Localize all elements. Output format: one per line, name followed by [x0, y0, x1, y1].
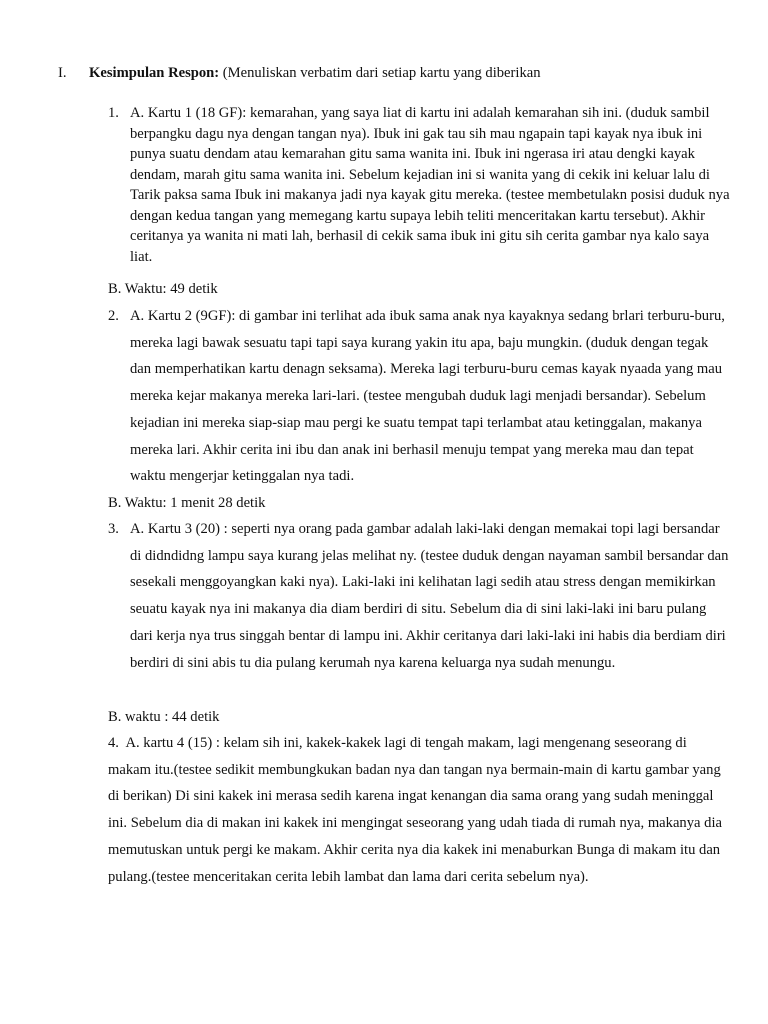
item-3-time: B. waktu : 44 detik	[108, 709, 220, 725]
item-1-number: 1.	[108, 105, 119, 121]
section-subtitle: (Menuliskan verbatim dari setiap kartu yang diberikan	[219, 65, 541, 81]
item-3-number: 3.	[108, 521, 119, 537]
item-2-number: 2.	[108, 308, 119, 324]
item-2-text: A. Kartu 2 (9GF): di gambar ini terlihat ada ibuk sama anak nya kayaknya sedang brlari terburu-buru, mereka lagi bawak sesuatu tapi tapi saya kurang yakin itu apa, baju mungkin. (duduk dengan tegak dan memperhatikan kartu denagn seksama). Mereka lagi terburu-buru cemas kayak nyaada yang mau mereka kejar makanya mereka lari-lari. (testee mengubah duduk lagi menjadi bersandar). Sebelum kejadian ini mereka siap-siap mau pergi ke suatu tempat tapi terlambat atau ketinggalan, makanya mereka lari. Akhir cerita ini ibu dan anak ini berhasil menuju tempat yang mereka mau dan tepat waktu mengerjar ketinggalan nya tadi.	[130, 308, 725, 485]
section-title: Kesimpulan Respon:	[89, 65, 220, 81]
item-4-text: A. kartu 4 (15) : kelam sih ini, kakek-kakek lagi di tengah makam, lagi mengenang seseorang di makam itu.(testee sedikit membungkukan badan nya dan tangan nya bermain-main di kartu gambar yang di berikan) Di sini kakek ini merasa sedih karena ingat kenangan dia sama orang yang sudah meninggal ini. Sebelum dia di makan ini kakek ini mengingat seseorang yang udah tiada di rumah nya, makanya dia memutuskan untuk pergi ke makam. Akhir cerita nya dia kakek ini menaburkan Bunga di makam itu dan pulang.(testee menceritakan cerita lebih lambat dan lama dari cerita sebelum nya).	[108, 735, 722, 885]
item-3-text: A. Kartu 3 (20) : seperti nya orang pada gambar adalah laki-laki dengan memakai topi lagi bersandar di didndidng lampu saya kurang jelas melihat ny. (testee duduk dengan nayaman sambil bersandar dan sesekali menggoyangkan kaki nya). Laki-laki ini kelihatan lagi sedih atau stress dengan memikirkan seuatu kayak nya ini makanya dia diam berdiri di situ. Sebelum dia di sini laki-laki ini baru pulang dari kerja nya trus singgah bentar di lampu ini. Akhir ceritanya dari laki-laki ini habis dia berdiam diri berdiri di sini abis tu dia pulang kerumah nya karena keluarga nya sudah menungu.	[130, 521, 729, 671]
item-1-text: A. Kartu 1 (18 GF): kemarahan, yang saya liat di kartu ini adalah kemarahan sih ini. (duduk sambil berpangku dagu nya dengan tangan nya). Ibuk ini gak tau sih mau ngapain tapi kayak nya ibuk ini punya suatu dendam atau kemarahan gitu sama wanita ini. Ibuk ini ngerasa iri atau dengki kayak dendam, marah gitu sama wanita ini. Sebelum kejadian ini si wanita yang di cekik ini keluar lalu di Tarik paksa sama Ibuk ini makanya jadi nya kayak gitu mereka. (testee membetulakn posisi duduk nya dengan kedua tangan yang memegang kartu supaya lebih teliti menceritakan kartu tersebut). Akhir ceritanya ya wanita ni mati lah, berhasil di cekik sama ibuk ini gitu sih cerita gambar nya kalo saya liat.	[130, 105, 730, 265]
section-title-line	[89, 64, 541, 82]
item-1-time: B. Waktu: 49 detik	[108, 281, 218, 297]
item-2-time: B. Waktu: 1 menit 28 detik	[108, 495, 266, 511]
item-4-paragraph	[108, 730, 730, 890]
section-number: I.	[58, 65, 67, 81]
item-4-number: 4.	[108, 735, 119, 751]
